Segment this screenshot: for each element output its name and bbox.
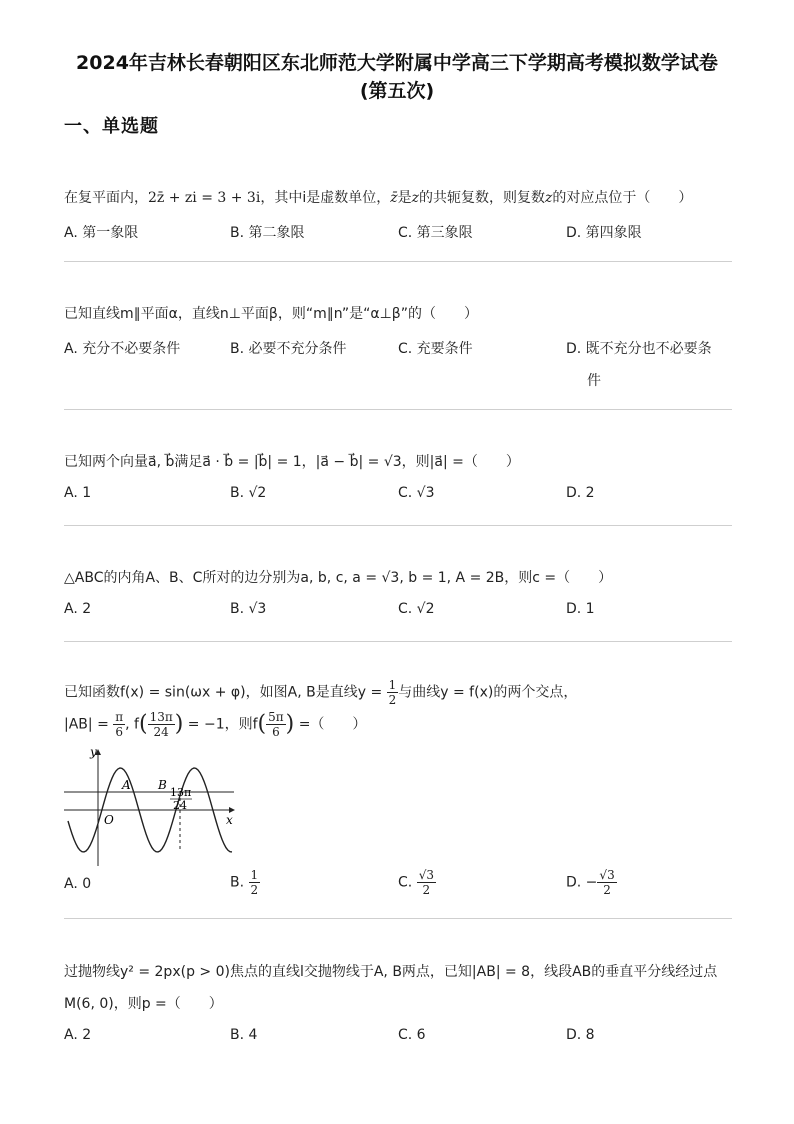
sine-graph-figure bbox=[60, 744, 240, 870]
divider bbox=[64, 918, 732, 919]
label-x: x bbox=[226, 813, 233, 827]
label-point-b: B bbox=[158, 778, 167, 792]
q5-option-b[interactable]: B. $\frac{1}{2}$ bbox=[230, 868, 259, 897]
q1-option-b[interactable]: B. 第二象限 bbox=[230, 225, 305, 241]
label-y: y bbox=[90, 745, 97, 759]
q1-option-c[interactable]: C. 第三象限 bbox=[398, 225, 473, 241]
divider bbox=[64, 525, 732, 526]
question-5-stem-line1: 已知函数f(x) = sin(ωx + φ)，如图A, B是直线y = $\frac{1}{2}$ 与曲线y = f(x)的两个交点， bbox=[64, 678, 578, 707]
q2-option-d-wrap: 件 bbox=[587, 373, 601, 389]
question-4-stem: △ABC的内角A、B、C所对的边分别为a, b, c, a = √3, b = 1, A = 2B，则c =（ ） bbox=[64, 570, 613, 586]
q3-option-c[interactable]: C. √3 bbox=[398, 485, 435, 501]
q6-option-b[interactable]: B. 4 bbox=[230, 1027, 258, 1043]
q6-option-a[interactable]: A. 2 bbox=[64, 1027, 92, 1043]
question-5-stem-line2: |AB| = $\frac{\pi}{6}$ , f( $\frac{13\pi}{24}$ ) = −1，则f( $\frac{5\pi}{6}$ ) =（ ） bbox=[64, 710, 367, 739]
q6-option-d[interactable]: D. 8 bbox=[566, 1027, 595, 1043]
section-heading: 一、单选题 bbox=[64, 116, 159, 137]
q1-option-d[interactable]: D. 第四象限 bbox=[566, 225, 642, 241]
label-point-a: A bbox=[122, 778, 131, 792]
question-6-stem-line2: M(6, 0)，则p =（ ） bbox=[64, 996, 223, 1012]
exam-title: 2024年吉林长春朝阳区东北师范大学附属中学高三下学期高考模拟数学试卷 bbox=[76, 52, 718, 74]
q4-option-c[interactable]: C. √2 bbox=[398, 601, 435, 617]
q4-option-d[interactable]: D. 1 bbox=[566, 601, 595, 617]
q2-option-d[interactable]: D. 既不充分也不必要条 bbox=[566, 341, 712, 357]
q2-option-c[interactable]: C. 充要条件 bbox=[398, 341, 473, 357]
label-tick-numerator: 13π bbox=[170, 786, 192, 799]
q1-equation: 2z̄ + zi = 3 + 3i bbox=[148, 190, 261, 206]
divider bbox=[64, 409, 732, 410]
q3-option-d[interactable]: D. 2 bbox=[566, 485, 595, 501]
divider bbox=[64, 261, 732, 262]
question-3-stem: 已知两个向量a⃗, b⃗满足a⃗ · b⃗ = |b⃗| = 1，|a⃗ − b⃗| = √3，则|a⃗| =（ ） bbox=[64, 454, 520, 470]
q5-option-c[interactable]: C. $\frac{√3}{2}$ bbox=[398, 868, 434, 897]
q6-option-c[interactable]: C. 6 bbox=[398, 1027, 426, 1043]
q3-option-a[interactable]: A. 1 bbox=[64, 485, 92, 501]
question-6-stem-line1: 过抛物线y² = 2px(p > 0)焦点的直线l交抛物线于A, B两点，已知|AB| = 8，线段AB的垂直平分线经过点 bbox=[64, 964, 718, 980]
q5-option-d[interactable]: D. − $\frac{√3}{2}$ bbox=[566, 868, 615, 897]
label-tick-denominator: 24 bbox=[173, 799, 187, 812]
q2-option-a[interactable]: A. 充分不必要条件 bbox=[64, 341, 181, 357]
divider bbox=[64, 641, 732, 642]
q4-option-b[interactable]: B. √3 bbox=[230, 601, 267, 617]
q5-option-a[interactable]: A. 0 bbox=[64, 876, 92, 892]
q1-option-a[interactable]: A. 第一象限 bbox=[64, 225, 139, 241]
q2-option-b[interactable]: B. 必要不充分条件 bbox=[230, 341, 347, 357]
exam-subtitle: (第五次) bbox=[359, 80, 435, 102]
q4-option-a[interactable]: A. 2 bbox=[64, 601, 92, 617]
question-2-stem: 已知直线m∥平面α，直线n⊥平面β，则“m∥n”是“α⊥β”的（ ） bbox=[64, 306, 478, 322]
fraction-one-half: $\frac{1}{2}$ bbox=[388, 678, 397, 707]
q3-option-b[interactable]: B. √2 bbox=[230, 485, 267, 501]
label-origin: O bbox=[104, 813, 114, 827]
question-1-stem: 在复平面内，2z̄ + zi = 3 + 3i，其中i是虚数单位，z̄是z的共轭复数，则复数z的对应点位于（ ） bbox=[64, 190, 693, 206]
question-5-options bbox=[64, 868, 744, 908]
